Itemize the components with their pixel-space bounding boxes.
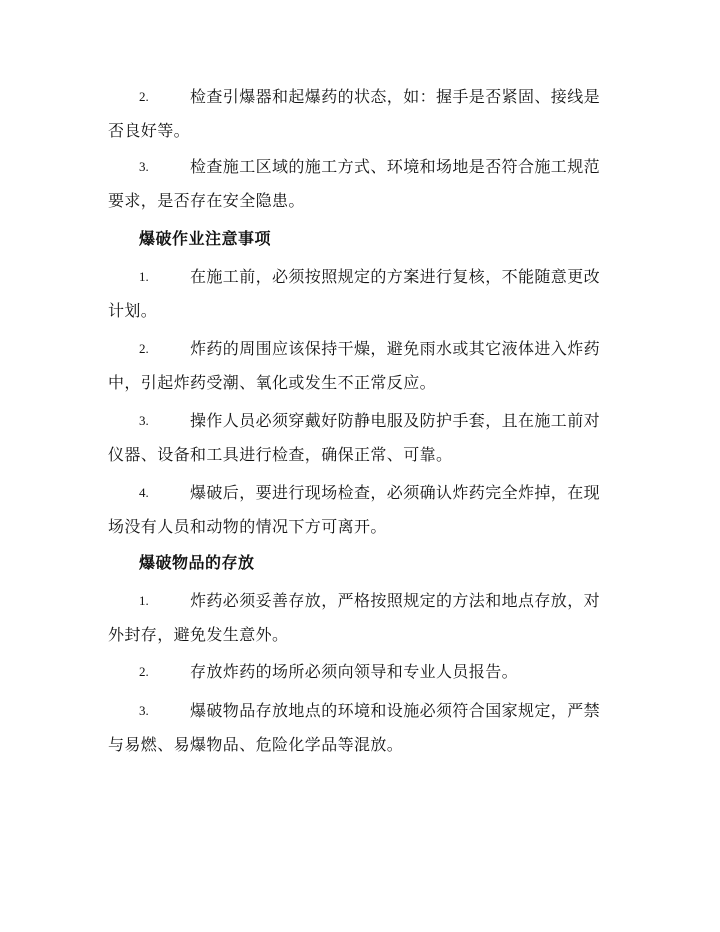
item-text: 检查施工区域的施工方式、环境和场地是否符合施工规范 <box>190 157 601 176</box>
list-item <box>108 332 608 400</box>
list-item <box>108 655 608 689</box>
item-text: 炸药必须妥善存放，严格按照规定的方法和地点存放，对 <box>190 591 601 610</box>
item-text-continued: 要求，是否存在安全隐患。 <box>108 191 305 210</box>
list-item <box>108 694 608 762</box>
list-item <box>108 584 608 652</box>
item-text: 操作人员必须穿戴好防静电服及防护手套，且在施工前对 <box>190 411 601 430</box>
item-text: 存放炸药的场所必须向领导和专业人员报告。 <box>190 662 519 681</box>
item-text-continued: 场没有人员和动物的情况下方可离开。 <box>108 517 387 536</box>
item-text-continued: 否良好等。 <box>108 121 191 140</box>
item-text-continued: 中，引起炸药受潮、氧化或发生不正常反应。 <box>108 373 437 392</box>
list-item <box>108 80 608 148</box>
list-item <box>108 260 608 328</box>
list-item <box>108 150 608 218</box>
item-number: 3. <box>139 413 149 428</box>
item-number: 2. <box>139 341 149 356</box>
item-text-continued: 仪器、设备和工具进行检查，确保正常、可靠。 <box>108 445 453 464</box>
item-text: 在施工前，必须按照规定的方案进行复核，不能随意更改 <box>190 267 601 286</box>
item-number: 2. <box>139 89 149 104</box>
item-text-continued: 外封存，避免发生意外。 <box>108 625 289 644</box>
item-number: 1. <box>139 269 149 284</box>
list-item <box>108 476 608 544</box>
item-text-continued: 与易燃、易爆物品、危险化学品等混放。 <box>108 735 404 754</box>
section-heading: 爆破作业注意事项 <box>139 229 272 248</box>
item-text: 爆破后，要进行现场检查，必须确认炸药完全炸掉，在现 <box>190 483 601 502</box>
item-number: 3. <box>139 159 149 174</box>
item-text-continued: 计划。 <box>108 301 158 320</box>
item-text: 炸药的周围应该保持干燥，避免雨水或其它液体进入炸药 <box>190 339 601 358</box>
section-heading: 爆破物品的存放 <box>139 553 255 572</box>
item-number: 3. <box>139 703 149 718</box>
item-number: 2. <box>139 664 149 679</box>
item-number: 1. <box>139 593 149 608</box>
item-number: 4. <box>139 485 149 500</box>
item-text: 检查引爆器和起爆药的状态，如：握手是否紧固、接线是 <box>190 87 601 106</box>
item-text: 爆破物品存放地点的环境和设施必须符合国家规定，严禁 <box>190 701 601 720</box>
list-item <box>108 404 608 472</box>
